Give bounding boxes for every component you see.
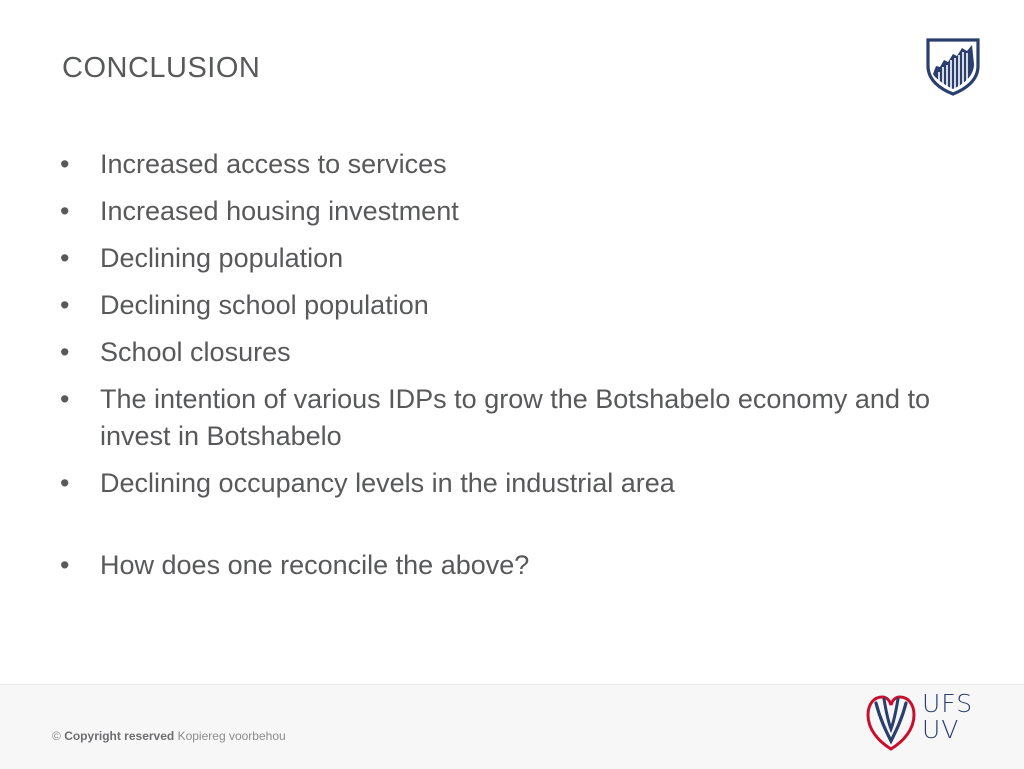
bullet-item xyxy=(60,334,940,371)
ufs-crest-icon xyxy=(924,36,982,96)
closing-question-item xyxy=(60,547,940,584)
footer-bar xyxy=(0,684,1024,769)
bullet-item xyxy=(60,193,940,230)
bullet-text: School closures xyxy=(100,337,291,367)
copyright-symbol: © xyxy=(52,729,61,743)
bullet-item xyxy=(60,146,940,183)
bullet-dot: • xyxy=(60,468,70,498)
bullet-item xyxy=(60,381,940,455)
copyright-afrikaans-text: Kopiereg voorbehou xyxy=(177,729,286,743)
ufs-logo xyxy=(864,689,982,757)
bullet-item xyxy=(60,287,940,324)
bullet-text: Increased housing investment xyxy=(100,196,459,226)
bullet-dot: • xyxy=(60,149,70,179)
ufs-logo-line1: UFS xyxy=(922,689,974,718)
bullet-dot: • xyxy=(60,290,70,320)
bullet-dot: • xyxy=(60,243,70,273)
bullet-item xyxy=(60,240,940,277)
bullet-item xyxy=(60,465,940,502)
bullet-dot: • xyxy=(60,196,70,226)
copyright-notice xyxy=(52,729,286,743)
bullet-text: Declining population xyxy=(100,243,344,273)
ufs-heart-logo-icon xyxy=(864,691,918,753)
ufs-logo-text xyxy=(922,691,973,743)
bullet-list xyxy=(60,146,940,594)
bullet-dot: • xyxy=(60,337,70,367)
copyright-bold-text: Copyright reserved xyxy=(64,729,175,743)
bullet-dot: • xyxy=(60,550,70,580)
bullet-dot: • xyxy=(60,384,70,414)
bullet-text: Declining occupancy levels in the industrial area xyxy=(100,468,675,498)
closing-question-text: How does one reconcile the above? xyxy=(100,550,530,580)
slide-title: CONCLUSION xyxy=(62,52,261,84)
bullet-text: Increased access to services xyxy=(100,149,447,179)
bullet-text: Declining school population xyxy=(100,290,429,320)
bullet-text: The intention of various IDPs to grow the Botshabelo economy and to invest in Botshabelo xyxy=(100,384,930,451)
ufs-logo-line2: UV xyxy=(922,715,960,744)
